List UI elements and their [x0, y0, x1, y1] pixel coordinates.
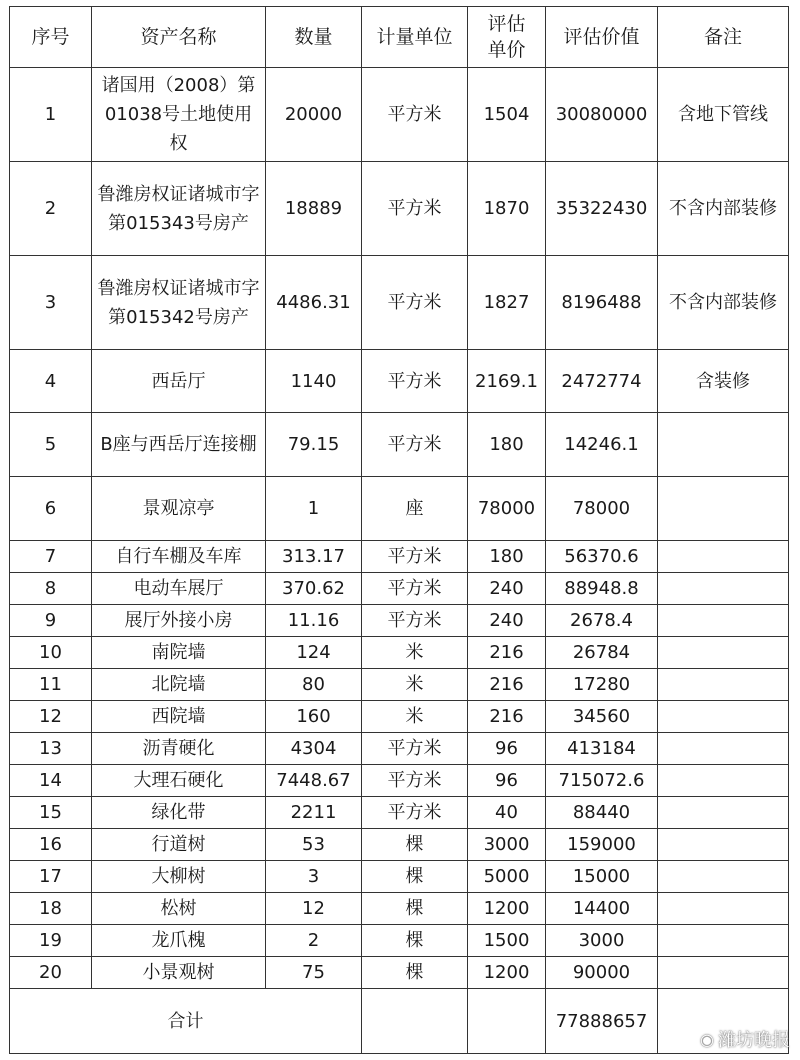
cell-unit: 米: [362, 637, 468, 669]
cell-seq: 7: [10, 541, 92, 573]
cell-name: 沥青硬化: [92, 733, 266, 765]
table-row: [10, 605, 789, 637]
cell-unit: 平方米: [362, 541, 468, 573]
cell-unit: 棵: [362, 957, 468, 989]
cell-price: 1827: [468, 256, 546, 350]
cell-name: 自行车棚及车库: [92, 541, 266, 573]
cell-price: 180: [468, 413, 546, 477]
cell-price: 5000: [468, 861, 546, 893]
cell-value: 90000: [546, 957, 658, 989]
header-note: 备注: [658, 7, 789, 68]
cell-unit: 平方米: [362, 573, 468, 605]
cell-note: [658, 605, 789, 637]
cell-unit: 平方米: [362, 413, 468, 477]
cell-qty: 370.62: [266, 573, 362, 605]
cell-price: 96: [468, 733, 546, 765]
cell-note: [658, 541, 789, 573]
table-row: [10, 957, 789, 989]
cell-seq: 18: [10, 893, 92, 925]
cell-seq: 2: [10, 162, 92, 256]
cell-note: 含地下管线: [658, 68, 789, 162]
cell-unit: 棵: [362, 925, 468, 957]
cell-seq: 13: [10, 733, 92, 765]
cell-seq: 9: [10, 605, 92, 637]
watermark-text: 潍坊晚报: [718, 1030, 790, 1051]
cell-value: 8196488: [546, 256, 658, 350]
cell-seq: 12: [10, 701, 92, 733]
cell-name: 小景观树: [92, 957, 266, 989]
cell-value: 413184: [546, 733, 658, 765]
cell-unit: 平方米: [362, 605, 468, 637]
cell-qty: 2211: [266, 797, 362, 829]
cell-name: 展厅外接小房: [92, 605, 266, 637]
cell-note: 含装修: [658, 350, 789, 413]
cell-value: 2678.4: [546, 605, 658, 637]
cell-name: B座与西岳厅连接棚: [92, 413, 266, 477]
cell-price: 1870: [468, 162, 546, 256]
cell-seq: 17: [10, 861, 92, 893]
table-row: [10, 162, 789, 256]
cell-note: [658, 957, 789, 989]
cell-seq: 10: [10, 637, 92, 669]
cell-note: 不含内部装修: [658, 256, 789, 350]
cell-qty: 124: [266, 637, 362, 669]
total-price-empty: [468, 989, 546, 1054]
cell-note: 不含内部装修: [658, 162, 789, 256]
cell-note: [658, 765, 789, 797]
table-row: [10, 797, 789, 829]
cell-value: 15000: [546, 861, 658, 893]
cell-price: 78000: [468, 477, 546, 541]
cell-price: 240: [468, 573, 546, 605]
table-row: [10, 573, 789, 605]
cell-value: 17280: [546, 669, 658, 701]
cell-qty: 160: [266, 701, 362, 733]
cell-price: 180: [468, 541, 546, 573]
cell-unit: 平方米: [362, 162, 468, 256]
cell-name: 松树: [92, 893, 266, 925]
cell-qty: 53: [266, 829, 362, 861]
cell-qty: 79.15: [266, 413, 362, 477]
cell-seq: 19: [10, 925, 92, 957]
table-row: [10, 925, 789, 957]
cell-qty: 313.17: [266, 541, 362, 573]
cell-name: 诸国用（2008）第01038号土地使用权: [92, 68, 266, 162]
cell-seq: 11: [10, 669, 92, 701]
cell-note: [658, 669, 789, 701]
table-row: [10, 256, 789, 350]
cell-qty: 18889: [266, 162, 362, 256]
cell-unit: 棵: [362, 861, 468, 893]
header-row: [10, 7, 789, 68]
cell-seq: 3: [10, 256, 92, 350]
cell-value: 14400: [546, 893, 658, 925]
total-unit-empty: [362, 989, 468, 1054]
cell-seq: 8: [10, 573, 92, 605]
cell-note: [658, 637, 789, 669]
cell-name: 鲁潍房权证诸城市字第015343号房产: [92, 162, 266, 256]
cell-value: 26784: [546, 637, 658, 669]
cell-unit: 平方米: [362, 256, 468, 350]
cell-qty: 75: [266, 957, 362, 989]
asset-valuation-table: [9, 6, 789, 1054]
cell-price: 216: [468, 669, 546, 701]
cell-seq: 6: [10, 477, 92, 541]
table-row: [10, 733, 789, 765]
cell-note: [658, 413, 789, 477]
cell-price: 1504: [468, 68, 546, 162]
cell-value: 88948.8: [546, 573, 658, 605]
weibo-icon: ◉: [700, 1029, 714, 1049]
cell-price: 3000: [468, 829, 546, 861]
table-row: [10, 765, 789, 797]
cell-seq: 16: [10, 829, 92, 861]
cell-qty: 7448.67: [266, 765, 362, 797]
cell-name: 景观凉亭: [92, 477, 266, 541]
table-row: [10, 829, 789, 861]
cell-value: 35322430: [546, 162, 658, 256]
table-row: [10, 350, 789, 413]
total-value: 77888657: [546, 989, 658, 1054]
cell-name: 西院墙: [92, 701, 266, 733]
cell-price: 2169.1: [468, 350, 546, 413]
cell-seq: 14: [10, 765, 92, 797]
cell-name: 电动车展厅: [92, 573, 266, 605]
cell-unit: 米: [362, 669, 468, 701]
cell-value: 78000: [546, 477, 658, 541]
cell-name: 大柳树: [92, 861, 266, 893]
cell-value: 14246.1: [546, 413, 658, 477]
cell-qty: 4304: [266, 733, 362, 765]
cell-note: [658, 701, 789, 733]
header-price: 评估 单价: [468, 7, 546, 68]
cell-value: 88440: [546, 797, 658, 829]
cell-value: 34560: [546, 701, 658, 733]
total-row: [10, 989, 789, 1054]
cell-qty: 80: [266, 669, 362, 701]
cell-qty: 3: [266, 861, 362, 893]
table-row: [10, 669, 789, 701]
cell-qty: 4486.31: [266, 256, 362, 350]
cell-seq: 15: [10, 797, 92, 829]
cell-note: [658, 925, 789, 957]
cell-value: 715072.6: [546, 765, 658, 797]
cell-seq: 4: [10, 350, 92, 413]
header-value: 评估价值: [546, 7, 658, 68]
cell-qty: 12: [266, 893, 362, 925]
cell-value: 2472774: [546, 350, 658, 413]
cell-value: 30080000: [546, 68, 658, 162]
cell-unit: 棵: [362, 893, 468, 925]
cell-price: 40: [468, 797, 546, 829]
cell-price: 1500: [468, 925, 546, 957]
cell-name: 行道树: [92, 829, 266, 861]
cell-unit: 平方米: [362, 765, 468, 797]
cell-qty: 1: [266, 477, 362, 541]
cell-price: 216: [468, 701, 546, 733]
cell-price: 96: [468, 765, 546, 797]
cell-note: [658, 829, 789, 861]
header-qty: 数量: [266, 7, 362, 68]
cell-price: 1200: [468, 957, 546, 989]
cell-note: [658, 573, 789, 605]
cell-qty: 20000: [266, 68, 362, 162]
total-label: 合计: [10, 989, 362, 1054]
cell-qty: 1140: [266, 350, 362, 413]
cell-unit: 米: [362, 701, 468, 733]
cell-name: 大理石硬化: [92, 765, 266, 797]
header-seq: 序号: [10, 7, 92, 68]
cell-qty: 11.16: [266, 605, 362, 637]
cell-seq: 20: [10, 957, 92, 989]
watermark: [700, 1026, 790, 1052]
cell-price: 216: [468, 637, 546, 669]
cell-note: [658, 893, 789, 925]
table-row: [10, 477, 789, 541]
cell-price: 240: [468, 605, 546, 637]
cell-unit: 座: [362, 477, 468, 541]
cell-unit: 平方米: [362, 797, 468, 829]
cell-name: 绿化带: [92, 797, 266, 829]
cell-name: 北院墙: [92, 669, 266, 701]
header-unit: 计量单位: [362, 7, 468, 68]
table-row: [10, 541, 789, 573]
table-row: [10, 893, 789, 925]
cell-note: [658, 733, 789, 765]
table-row: [10, 701, 789, 733]
cell-qty: 2: [266, 925, 362, 957]
cell-unit: 棵: [362, 829, 468, 861]
cell-seq: 5: [10, 413, 92, 477]
cell-value: 3000: [546, 925, 658, 957]
cell-price: 1200: [468, 893, 546, 925]
cell-name: 西岳厅: [92, 350, 266, 413]
cell-value: 159000: [546, 829, 658, 861]
cell-seq: 1: [10, 68, 92, 162]
cell-name: 龙爪槐: [92, 925, 266, 957]
table-row: [10, 637, 789, 669]
cell-note: [658, 477, 789, 541]
header-name: 资产名称: [92, 7, 266, 68]
table-row: [10, 68, 789, 162]
cell-note: [658, 861, 789, 893]
cell-unit: 平方米: [362, 350, 468, 413]
cell-note: [658, 797, 789, 829]
cell-name: 南院墙: [92, 637, 266, 669]
cell-value: 56370.6: [546, 541, 658, 573]
cell-unit: 平方米: [362, 68, 468, 162]
table-row: [10, 861, 789, 893]
table-row: [10, 413, 789, 477]
cell-name: 鲁潍房权证诸城市字第015342号房产: [92, 256, 266, 350]
cell-unit: 平方米: [362, 733, 468, 765]
